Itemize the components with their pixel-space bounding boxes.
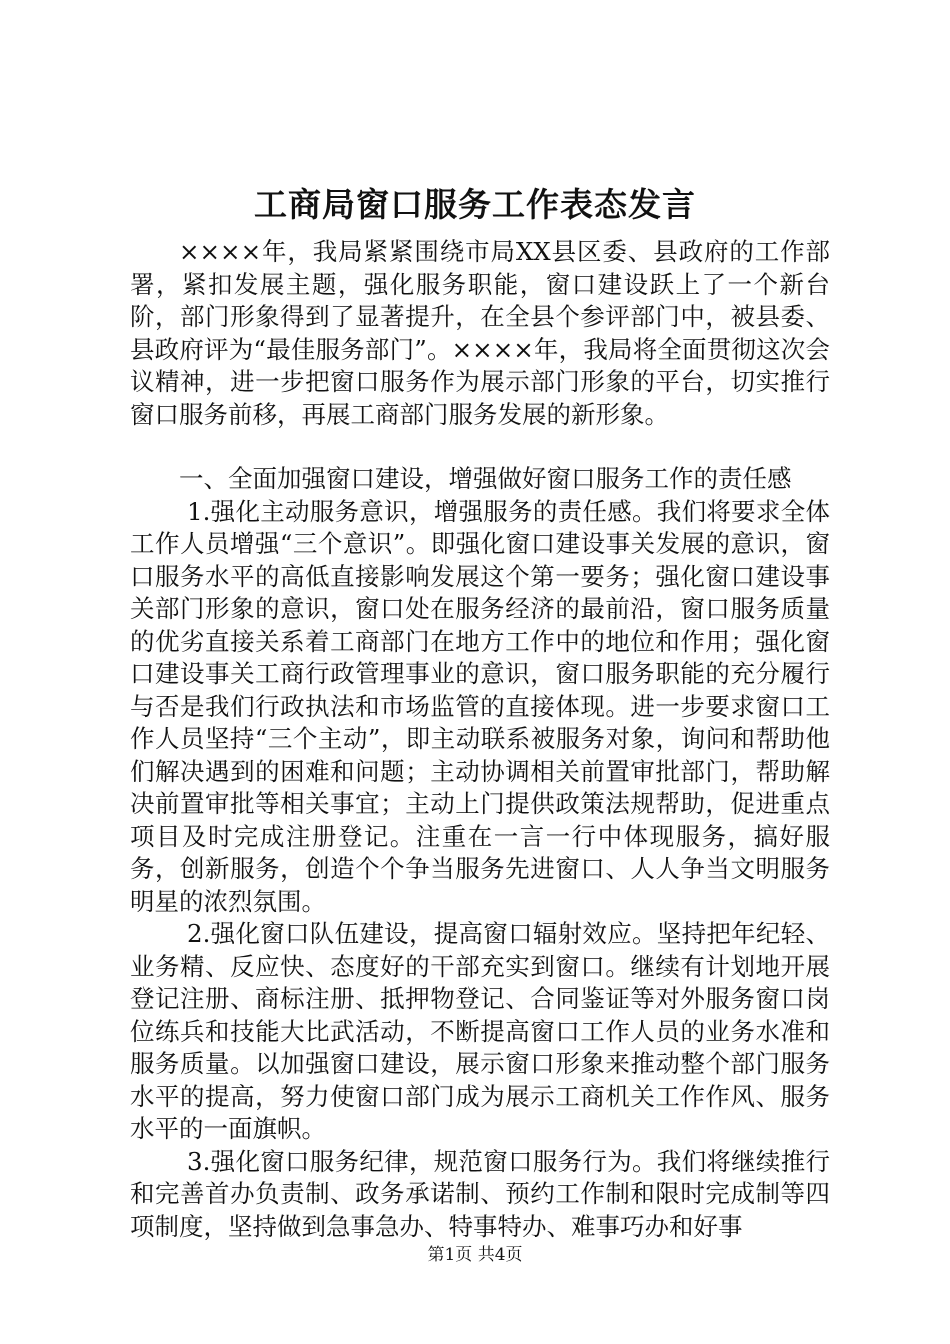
page-number-footer: 第1页 共4页: [427, 1245, 523, 1265]
item-paragraph-2: 2.强化窗口队伍建设，提高窗口辐射效应。坚持把年纪轻、业务精、反应快、态度好的干部充实到窗口。继续有计划地开展登记注册、商标注册、抵押物登记、合同鉴证等对外服务窗口岗位练兵和技能大比武活动，不断提高窗口工作人员的业务水准和服务质量。以加强窗口建设，展示窗口形象来推动整个部门服务水平的提高，努力使窗口部门成为展示工商机关工作作风、服务水平的一面旗帜。: [130, 919, 830, 1143]
item-paragraph-3: 3.强化窗口服务纪律，规范窗口服务行为。我们将继续推行和完善首办负责制、政务承诺制、预约工作制和限时完成制等四项制度，坚持做到急事急办、特事特办、难事巧办和好事: [130, 1146, 830, 1241]
section-heading: 一、全面加强窗口建设，增强做好窗口服务工作的责任感: [179, 464, 792, 493]
item-paragraph-1: 1.强化主动服务意识，增强服务的责任感。我们将要求全体工作人员增强“三个意识”。即强化窗口建设事关发展的意识，窗口服务水平的高低直接影响发展这个第一要务；强化窗口建设事关部门形象的意识，窗口处在服务经济的最前沿，窗口服务质量的优劣直接关系着工商部门在地方工作中的地位和作用；强化窗口建设事关工商行政管理事业的意识，窗口服务职能的充分履行与否是我们行政执法和市场监管的直接体现。进一步要求窗口工作人员坚持“三个主动”，即主动联系被服务对象，询问和帮助他们解决遇到的困难和问题；主动协调相关前置审批部门，帮助解决前置审批等相关事宜；主动上门提供政策法规帮助，促进重点项目及时完成注册登记。注重在一言一行中体现服务，搞好服务，创新服务，创造个个争当服务先进窗口、人人争当文明服务明星的浓烈氛围。: [130, 496, 830, 916]
document-body: [130, 236, 830, 1243]
document-title: 工商局窗口服务工作表态发言: [254, 185, 696, 224]
intro-paragraph: ××××年，我局紧紧围绕市局XX县区委、县政府的工作部署，紧扣发展主题，强化服务职能，窗口建设跃上了一个新台阶，部门形象得到了显著提升，在全县个参评部门中，被县委、县政府评为“最佳服务部门”。××××年，我局将全面贯彻这次会议精神，进一步把窗口服务作为展示部门形象的平台，切实推行窗口服务前移，再展工商部门服务发展的新形象。: [130, 237, 830, 429]
